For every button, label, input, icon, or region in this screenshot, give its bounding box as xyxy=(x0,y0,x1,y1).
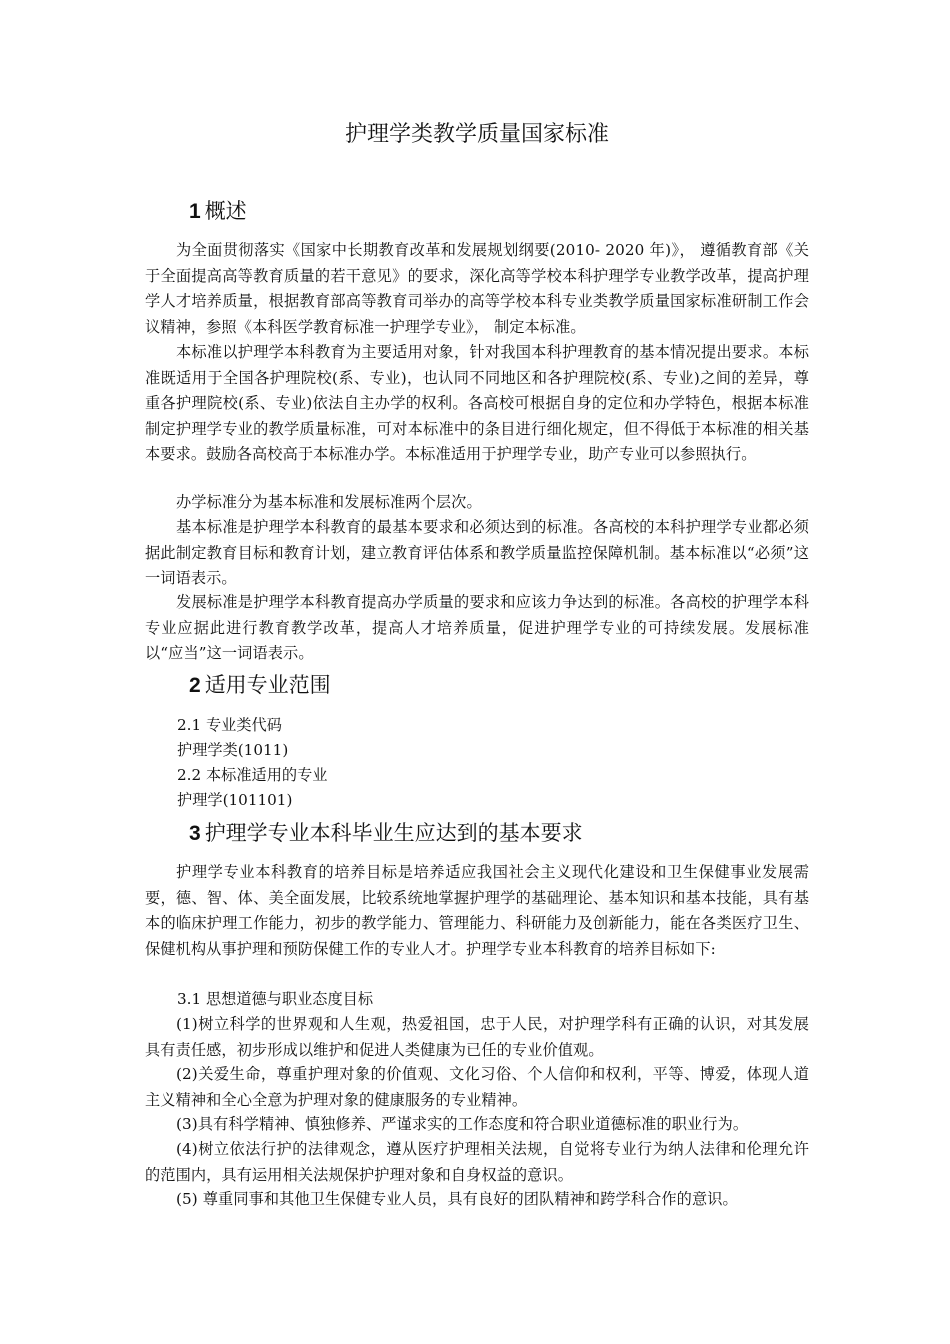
paragraph: 本标准以护理学本科教育为主要适用对象，针对我国本科护理教育的基本情况提出要求。本标准既适用于全国各护理院校(系、专业)，也认同不同地区和各护理院校(系、专业)之间的差异，尊重各护理院校(系、专业)依法自主办学的权利。各高校可根据自身的定位和办学特色，根据本标准制定护理学专业的教学质量标准，可对本标准中的条目进行细化规定，但不得低于本标准的相关基本要求。鼓励各高校高于本标准办学。本标准适用于护理学专业，助产专业可以参照执行。 xyxy=(145,343,809,463)
list-item: 护理学类(1011) xyxy=(177,741,289,759)
list-item: 护理学(101101) xyxy=(177,791,293,809)
paragraph: 护理学专业本科教育的培养目标是培养适应我国社会主义现代化建设和卫生保健事业发展需要，德、智、体、美全面发展，比较系统地掌握护理学的基础理论、基本知识和基本技能，具有基本的临床护理工作能力，初步的教学能力、管理能力、科研能力及创新能力，能在各类医疗卫生、保健机构从事护理和预防保健工作的专业人才。护理学专业本科教育的培养目标如下: xyxy=(145,863,809,958)
paragraph: 办学标准分为基本标准和发展标准两个层次。 xyxy=(176,493,482,511)
section-title: 护理学专业本科毕业生应达到的基本要求 xyxy=(204,821,583,845)
paragraph: (4)树立依法行护的法律观念，遵从医疗护理相关法规，自觉将专业行为纳人法律和伦理允许的范围内，具有运用相关法规保护护理对象和自身权益的意识。 xyxy=(145,1140,809,1184)
paragraph: (1)树立科学的世界观和人生观，热爱祖国，忠于人民，对护理学科有正确的认识，对其发展具有责任感，初步形成以维护和促进人类健康为已任的专业价值观。 xyxy=(145,1015,809,1059)
section-title: 适用专业范围 xyxy=(204,673,331,697)
paragraph: 为全面贯彻落实《国家中长期教育改革和发展规划纲要(2010- 2020 年)》， 遵循教育部《关于全面提高高等教育质量的若干意见》的要求，深化高等学校本科护理学专业教学改革，提高护理学人才培养质量，根据教育部高等教育司举办的高等学校本科专业类教学质量国家标准研制工作会议精神，参照《本科医学教育标准一护理学专业》， 制定本标准。 xyxy=(145,241,809,336)
list-item: 2.2 本标准适用的专业 xyxy=(177,766,328,784)
section-number: 3 xyxy=(189,822,201,845)
paragraph: (2)关爱生命，尊重护理对象的价值观、文化习俗、个人信仰和权利，平等、博爱，体现人道主义精神和全心全意为护理对象的健康服务的专业精神。 xyxy=(145,1065,809,1109)
section-heading-requirements xyxy=(189,818,583,849)
section-heading-overview xyxy=(189,196,247,227)
paragraph: (5) 尊重同事和其他卫生保健专业人员，具有良好的团队精神和跨学科合作的意识。 xyxy=(176,1190,738,1208)
paragraph: 基本标准是护理学本科教育的最基本要求和必须达到的标准。各高校的本科护理学专业都必须据此制定教育目标和教育计划，建立教育评估体系和教学质量监控保障机制。基本标准以“必须”这一词语表示。 xyxy=(145,518,809,587)
section-title: 概述 xyxy=(204,199,247,223)
sub-heading: 3.1 思想道德与职业态度目标 xyxy=(177,990,374,1008)
document-title: 护理学类教学质量国家标准 xyxy=(344,122,609,147)
paragraph: 发展标准是护理学本科教育提高办学质量的要求和应该力争达到的标准。各高校的护理学本科专业应据此进行教育教学改革，提高人才培养质量，促进护理学专业的可持续发展。发展标准以“应当”这一词语表示。 xyxy=(145,593,809,662)
section-heading-scope xyxy=(189,670,331,701)
paragraph: (3)具有科学精神、慎独修养、严谨求实的工作态度和符合职业道德标准的职业行为。 xyxy=(176,1115,749,1133)
list-item: 2.1 专业类代码 xyxy=(177,716,282,734)
section-number: 2 xyxy=(189,674,201,697)
section-number: 1 xyxy=(189,200,201,223)
